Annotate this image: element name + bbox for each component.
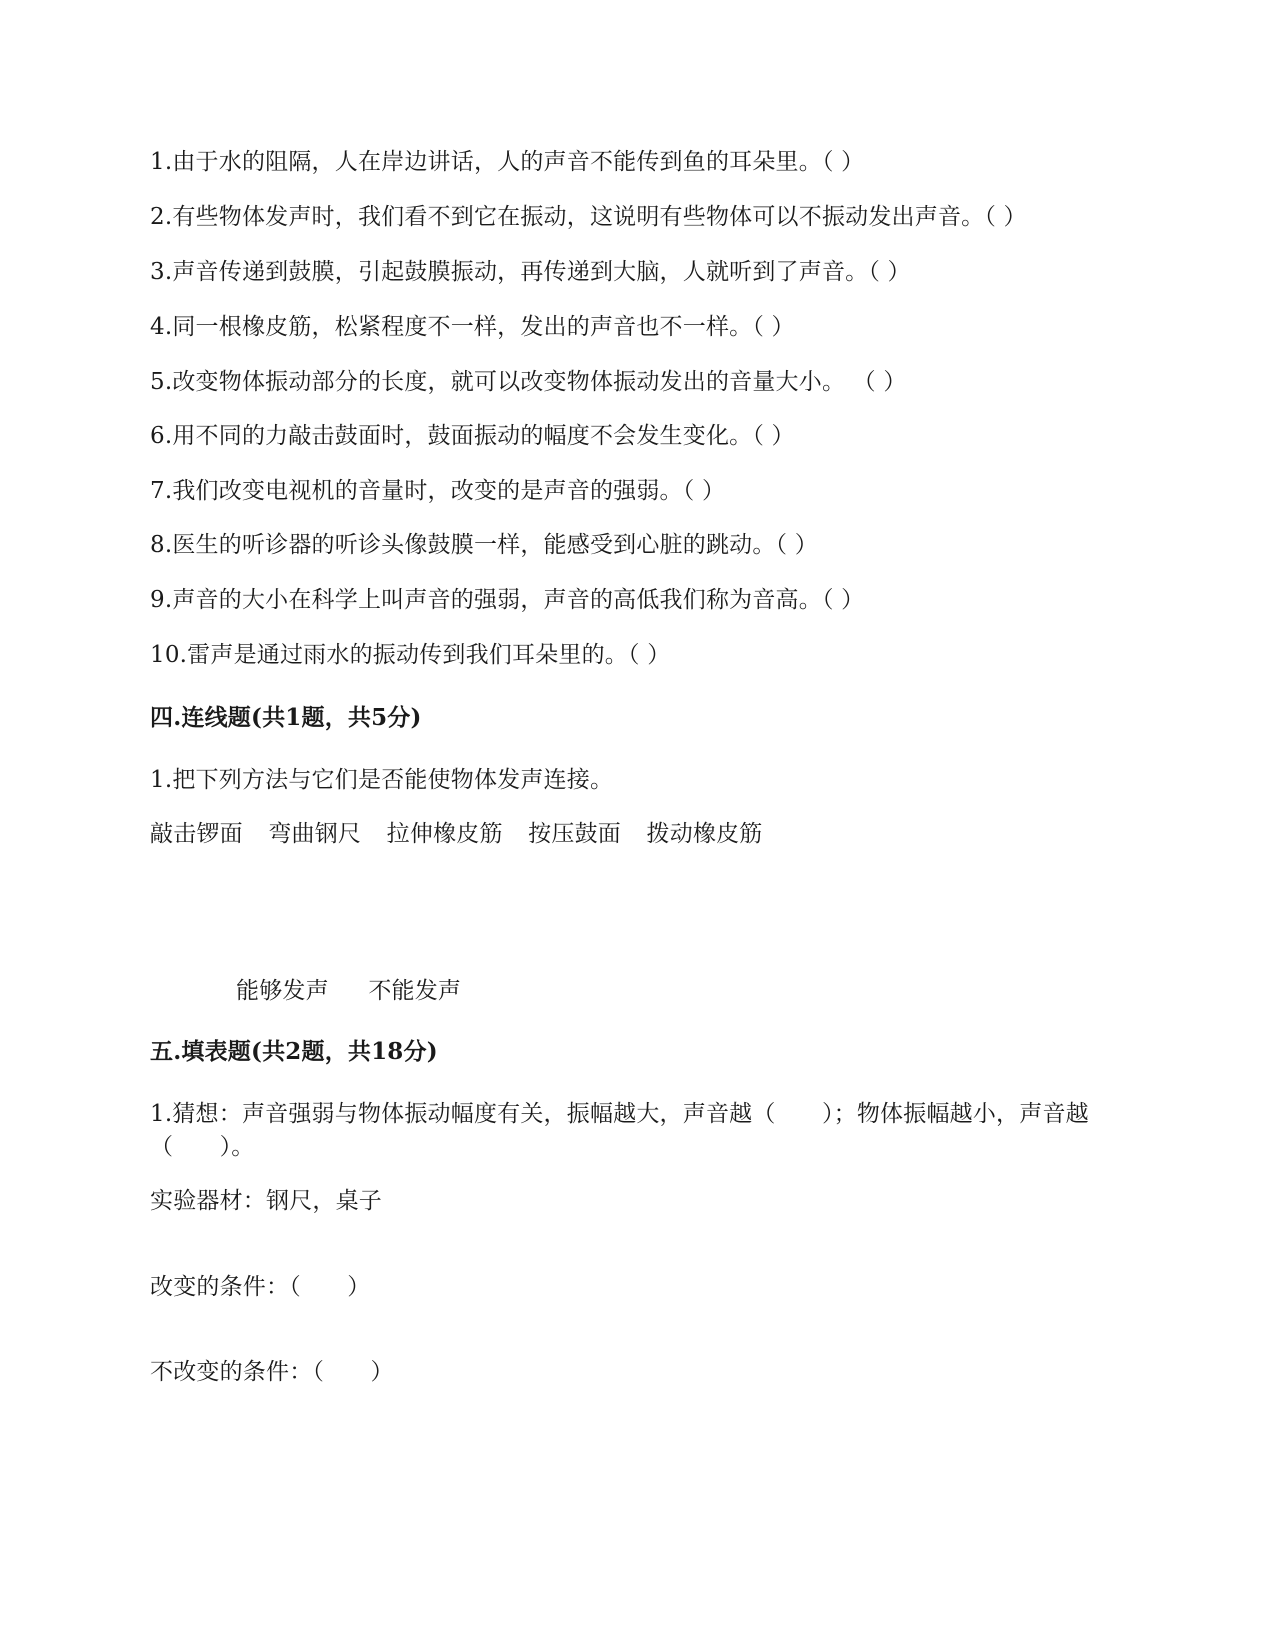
judgement-item-5: 5.改变物体振动部分的长度，就可以改变物体振动发出的音量大小。 （ ）	[150, 369, 907, 395]
judgement-item-1: 1.由于水的阻隔，人在岸边讲话，人的声音不能传到鱼的耳朵里。（ ）	[150, 149, 865, 175]
judgement-item-6: 6.用不同的力敲击鼓面时，鼓面振动的幅度不会发生变化。（ ）	[150, 423, 795, 449]
experiment-materials: 实验器材：钢尺，桌子	[150, 1188, 382, 1214]
judgement-item-3: 3.声音传递到鼓膜，引起鼓膜振动，再传递到大脑，人就听到了声音。（ ）	[150, 259, 911, 285]
result-option: 能够发声	[236, 978, 329, 1004]
judgement-item-9: 9.声音的大小在科学上叫声音的强弱，声音的高低我们称为音高。（ ）	[150, 587, 865, 613]
matching-results-row	[236, 975, 1196, 1007]
section-heading-table-fill: 五.填表题(共2题，共18分)	[150, 1038, 438, 1065]
method-option: 拨动橡皮筋	[646, 821, 763, 847]
matching-methods-row	[150, 818, 1110, 850]
method-option: 弯曲钢尺	[268, 821, 362, 847]
method-option: 拉伸橡皮筋	[386, 821, 503, 847]
judgement-item-8: 8.医生的听诊器的听诊头像鼓膜一样，能感受到心脏的跳动。（ ）	[150, 532, 818, 558]
section-heading-matching: 四.连线题(共1题，共5分)	[150, 704, 422, 731]
judgement-item-7: 7.我们改变电视机的音量时，改变的是声音的强弱。（ ）	[150, 478, 726, 504]
unchanged-condition: 不改变的条件：（ ）	[150, 1359, 394, 1385]
result-option: 不能发声	[368, 978, 462, 1004]
changed-condition: 改变的条件：（ ）	[150, 1274, 371, 1300]
method-option: 敲击锣面	[150, 821, 243, 847]
judgement-item-2: 2.有些物体发声时，我们看不到它在振动，这说明有些物体可以不振动发出声音。（ ）	[150, 204, 1027, 230]
table-fill-question: 1.猜想：声音强弱与物体振动幅度有关，振幅越大，声音越（ ）；物体振幅越小，声音越（ ）。	[150, 1101, 1089, 1160]
matching-question: 1.把下列方法与它们是否能使物体发声连接。	[150, 767, 614, 793]
judgement-item-10: 10.雷声是通过雨水的振动传到我们耳朵里的。（ ）	[150, 642, 671, 668]
method-option: 按压鼓面	[528, 821, 621, 847]
judgement-item-4: 4.同一根橡皮筋，松紧程度不一样，发出的声音也不一样。（ ）	[150, 314, 795, 340]
